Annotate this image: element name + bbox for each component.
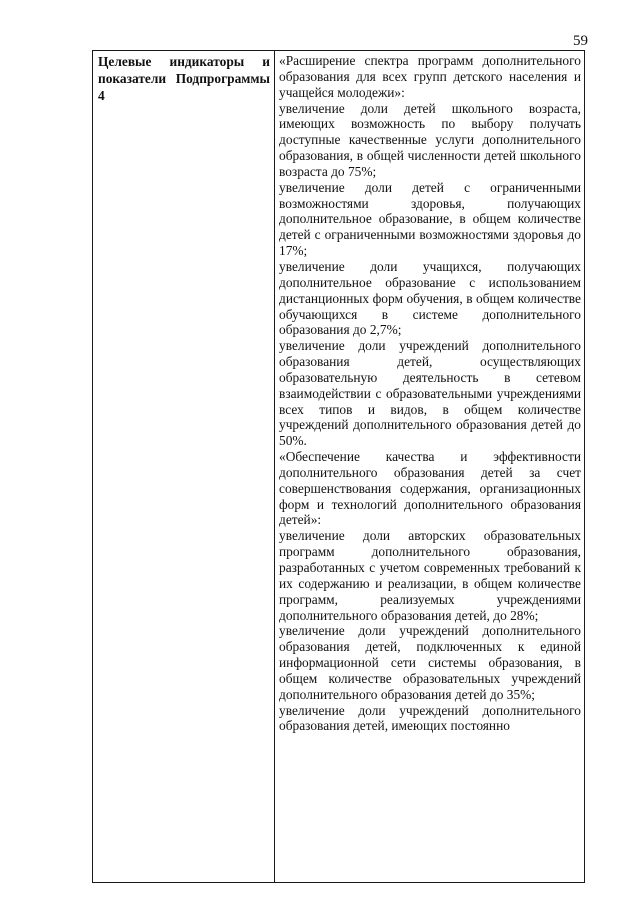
- indicators-heading: Целевые индикаторы и показатели Подпрограммы 4: [98, 54, 270, 103]
- table-row: [93, 51, 585, 883]
- page-number: 59: [573, 33, 588, 49]
- table-cell-content: [275, 51, 585, 883]
- section-heading-1: «Расширение спектра программ дополнительного образования для всех групп детского населения и учащейся молодежи»:: [279, 53, 581, 100]
- section-heading-2: «Обеспечение качества и эффективности дополнительного образования детей за счет совершенствования содержания, организационных форм и технологий дополнительного образования детей»:: [279, 449, 581, 528]
- indicator-item: увеличение доли учреждений дополнительного образования детей, имеющих постоянно: [279, 702, 581, 734]
- indicators-table: [92, 50, 585, 883]
- indicator-item: увеличение доли детей с ограниченными возможностями здоровья, получающих дополнительное образование, в общем количестве детей с ограниченными возможностями здоровья до 17%;: [279, 179, 581, 259]
- indicator-item: увеличение доли авторских образовательных программ дополнительного образования, разработанных с учетом современных требований к их содержанию и реализации, в общем количестве программ, реализуемых учреждениями дополнительного образования детей, до 28%;: [279, 528, 581, 623]
- indicator-item: увеличение доли учреждений дополнительного образования детей, осуществляющих образовательную деятельность в сетевом взаимодействии с образовательными учреждениями всех типов и видов, в общем количестве учреждений дополнительного образования детей до 50%.: [279, 338, 581, 449]
- indicator-item: увеличение доли учащихся, получающих дополнительное образование с использованием дистанционных форм обучения, в общем количестве обучающихся в системе дополнительного образования до 2,7%;: [279, 258, 581, 338]
- indicator-item: увеличение доли детей школьного возраста, имеющих возможность по выбору получать доступные качественные услуги дополнительного образования, в общей численности детей школьного возраста до 75%;: [279, 100, 581, 179]
- indicator-item: увеличение доли учреждений дополнительного образования детей, подключенных к единой информационной сети системы образования, в общем количестве образовательных учреждений дополнительного образования детей до 35%;: [279, 623, 581, 702]
- indicators-text: [275, 51, 584, 882]
- table-cell-label: [93, 51, 275, 883]
